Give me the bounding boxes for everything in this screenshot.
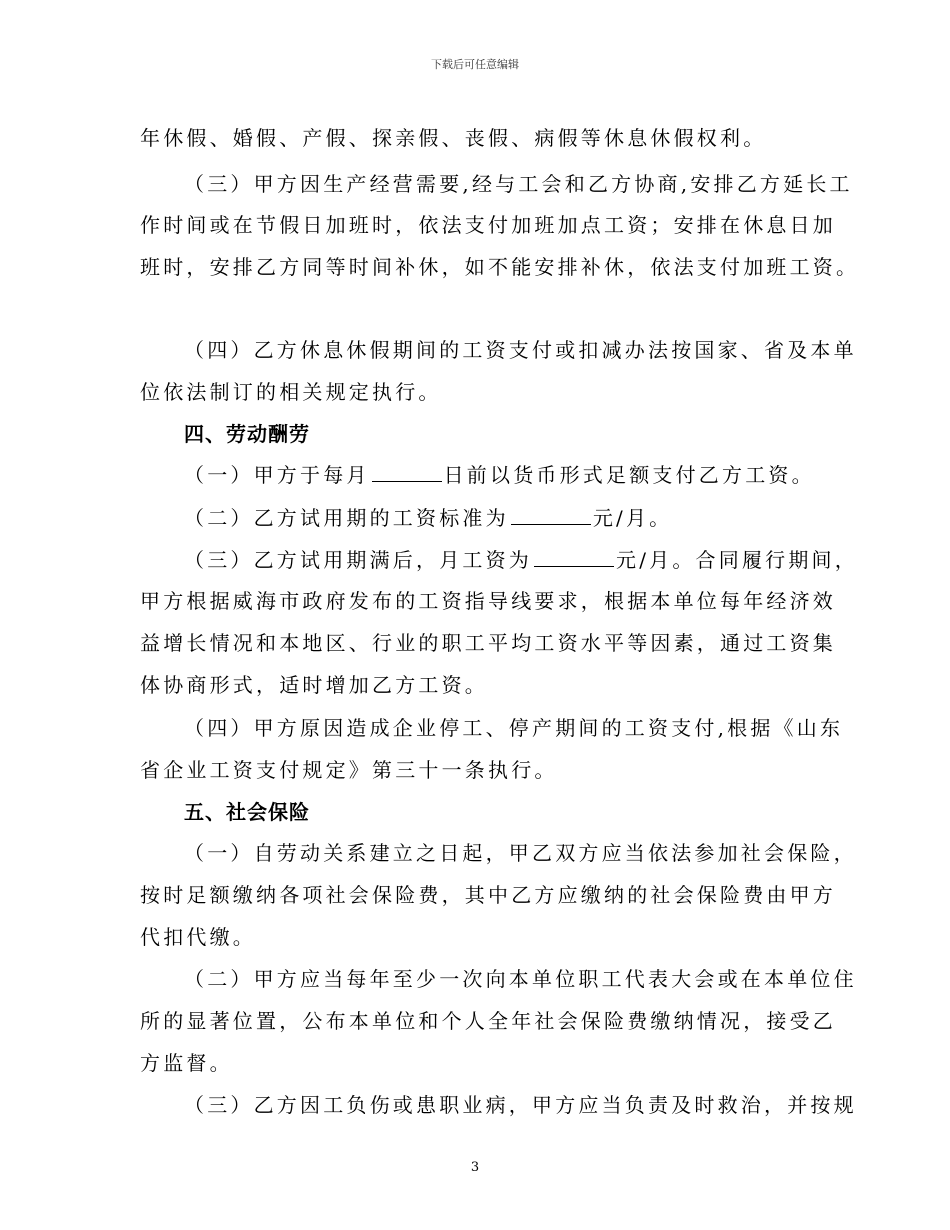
clause-text: （二）乙方试用期的工资标准为	[184, 506, 509, 530]
page-header: 下载后可任意编辑	[431, 58, 519, 71]
body-line: 体协商形式，适时增加乙方工资。	[140, 673, 488, 697]
body-line: 班时，安排乙方同等时间补休，如不能安排补休，依法支付加班工资。	[140, 255, 860, 279]
fill-in-blank	[372, 463, 442, 482]
clause-line: （四）乙方休息休假期间的工资支付或扣减办法按国家、省及本单	[184, 338, 857, 362]
body-line: 省企业工资支付规定》第三十一条执行。	[140, 758, 558, 782]
clause-text: 日前以货币形式足额支付乙方工资。	[443, 463, 815, 487]
clause-line: （一）自劳动关系建立之日起，甲乙双方应当依法参加社会保险，	[184, 841, 857, 865]
body-line: 所的显著位置，公布本单位和个人全年社会保险费缴纳情况，接受乙	[140, 1009, 836, 1033]
body-line: 作时间或在节假日加班时，依法支付加班加点工资；安排在休息日加	[140, 213, 836, 237]
clause-text: 元/月。	[592, 506, 673, 530]
section-heading: 五、社会保险	[184, 800, 310, 824]
clause-line: （三）甲方因生产经营需要,经与工会和乙方协商,安排乙方延长工	[184, 172, 853, 196]
clause-line-with-blank	[184, 463, 815, 487]
page-number: 3	[470, 1160, 480, 1175]
clause-line: （三）乙方因工负伤或患职业病，甲方应当负责及时救治，并按规	[184, 1093, 857, 1117]
body-line: 按时足额缴纳各项社会保险费，其中乙方应缴纳的社会保险费由甲方	[140, 883, 836, 907]
clause-text: 元/月。合同履行期间，	[616, 548, 858, 572]
clause-line: （四）甲方原因造成企业停工、停产期间的工资支付,根据《山东	[184, 716, 844, 740]
clause-line-with-blank	[184, 548, 858, 572]
clause-text: （三）乙方试用期满后，月工资为	[184, 548, 532, 572]
body-line: 甲方根据威海市政府发布的工资指导线要求，根据本单位每年经济效	[140, 589, 836, 613]
body-line: 益增长情况和本地区、行业的职工平均工资水平等因素，通过工资集	[140, 631, 836, 655]
clause-line-with-blank	[184, 506, 672, 530]
body-line: 方监督。	[140, 1051, 233, 1075]
fill-in-blank	[511, 506, 591, 525]
body-line: 位依法制订的相关规定执行。	[140, 380, 442, 404]
body-line: 年休假、婚假、产假、探亲假、丧假、病假等休息休假权利。	[140, 126, 767, 150]
clause-line: （二）甲方应当每年至少一次向本单位职工代表大会或在本单位住	[184, 967, 857, 991]
clause-text: （一）甲方于每月	[184, 463, 370, 487]
body-line: 代扣代缴。	[140, 925, 256, 949]
section-heading: 四、劳动酬劳	[184, 422, 310, 446]
fill-in-blank	[534, 548, 614, 567]
